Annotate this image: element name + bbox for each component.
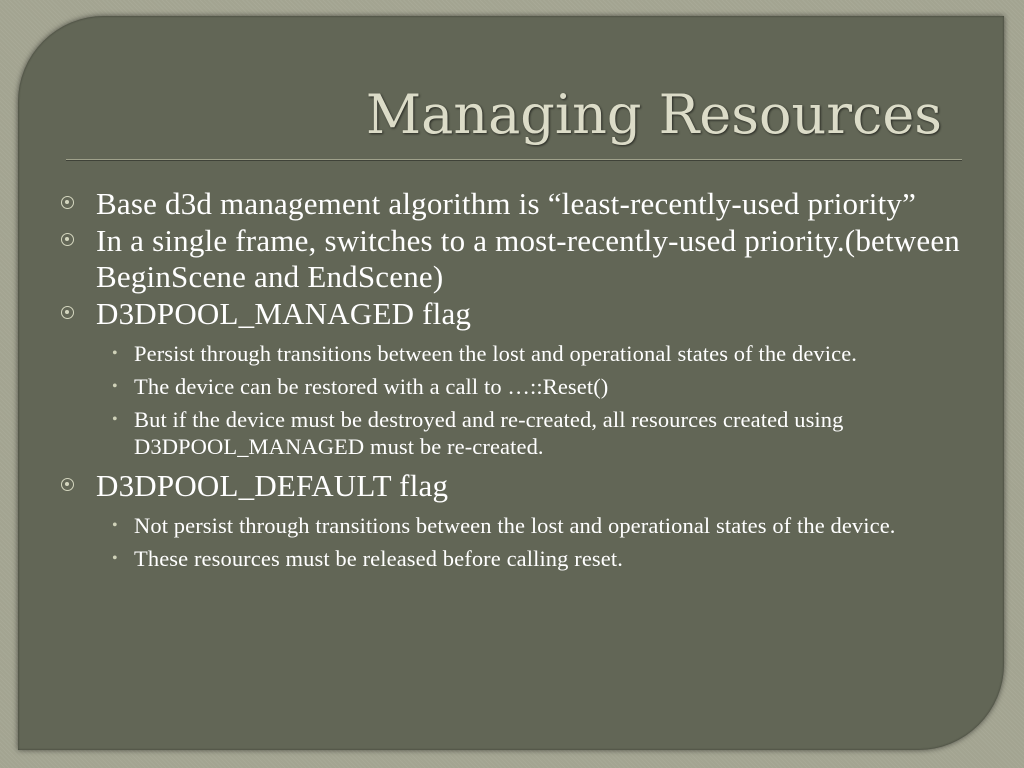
- bullet-list: [56, 186, 964, 580]
- dot-bullet-icon: •: [112, 550, 118, 567]
- sub-bullet-text: Persist through transitions between the lost and operational states of the device.: [134, 341, 858, 366]
- bullet-item: [56, 223, 964, 295]
- sub-bullet-list: [96, 512, 964, 572]
- bullet-text: Base d3d management algorithm is “least-recently-used priority”: [96, 186, 917, 221]
- sub-bullet-text: But if the device must be destroyed and re-created, all resources created using D3DPOOL_MANAGED must be re-created.: [134, 407, 844, 459]
- sub-bullet-text: Not persist through transitions between the lost and operational states of the device.: [134, 513, 896, 538]
- dot-bullet-icon: •: [112, 345, 118, 362]
- sub-bullet-item: [96, 340, 964, 367]
- bullet-item: [56, 296, 964, 460]
- slide-panel: [18, 16, 1004, 750]
- dot-bullet-icon: •: [112, 378, 118, 395]
- bullet-text: D3DPOOL_MANAGED flag: [96, 296, 472, 331]
- title-divider: [66, 159, 962, 160]
- circled-dot-bullet-icon: [61, 233, 74, 246]
- bullet-item: [56, 186, 964, 222]
- circled-dot-bullet-icon: [61, 196, 74, 209]
- sub-bullet-item: [96, 512, 964, 539]
- sub-bullet-text: These resources must be released before calling reset.: [134, 546, 623, 571]
- slide-title: Managing Resources: [365, 83, 942, 146]
- circled-dot-bullet-icon: [61, 306, 74, 319]
- sub-bullet-item: [96, 545, 964, 572]
- circled-dot-bullet-icon: [61, 478, 74, 491]
- bullet-text: In a single frame, switches to a most-recently-used priority.(between BeginScene and EndScene): [96, 223, 960, 294]
- sub-bullet-list: [96, 340, 964, 460]
- sub-bullet-item: [96, 373, 964, 400]
- sub-bullet-text: The device can be restored with a call to …::Reset(): [134, 374, 609, 399]
- sub-bullet-item: [96, 406, 964, 460]
- dot-bullet-icon: •: [112, 411, 118, 428]
- bullet-text: D3DPOOL_DEFAULT flag: [96, 468, 449, 503]
- dot-bullet-icon: •: [112, 517, 118, 534]
- bullet-item: [56, 468, 964, 572]
